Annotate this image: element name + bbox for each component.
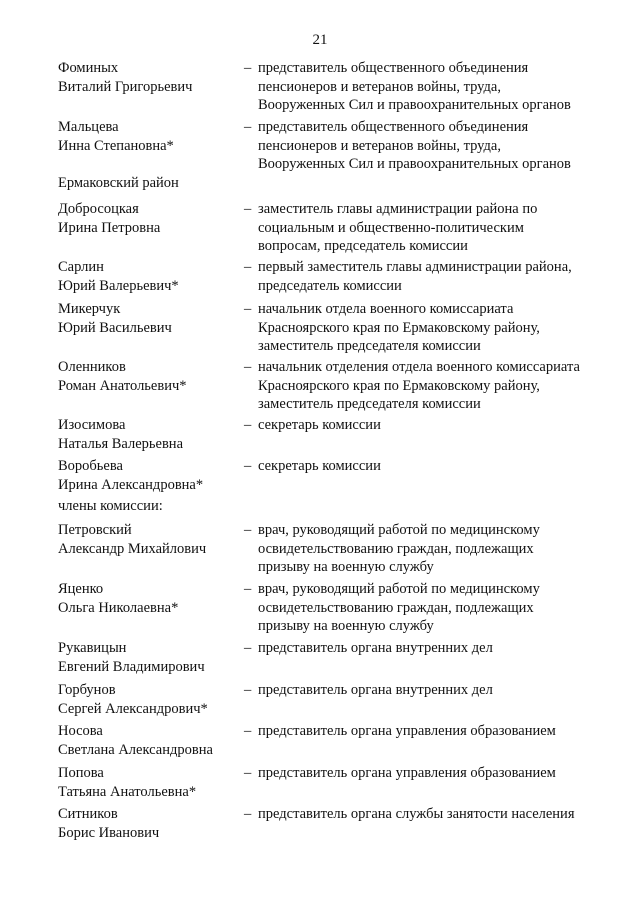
member-name: [58, 681, 243, 718]
role-text: [258, 580, 614, 636]
member-name-line: Сергей Александрович*: [58, 700, 208, 717]
role-text: [258, 358, 614, 414]
page-number: 21: [312, 32, 328, 48]
role-text: [258, 764, 614, 783]
member-role: [244, 764, 614, 783]
member-role: [244, 580, 614, 636]
role-dash: –: [244, 723, 252, 739]
member-name-line: Александр Михайлович: [58, 540, 207, 557]
role-text: [258, 59, 614, 115]
role-text: [258, 681, 614, 700]
role-text: [258, 416, 614, 435]
member-role: [244, 59, 614, 115]
member-name-line: Яценко: [58, 581, 104, 597]
member-name-line: Роман Анатольевич*: [58, 377, 187, 394]
member-name: [58, 416, 243, 453]
member-name: [58, 200, 243, 237]
role-dash: –: [244, 417, 252, 433]
member-name-line: Рукавицын: [58, 640, 127, 656]
member-role: [244, 118, 614, 174]
role-text: [258, 722, 614, 741]
member-name: [58, 639, 243, 676]
role-line: представитель органа управления образованием: [258, 765, 556, 781]
role-line: председатель комиссии: [258, 277, 402, 294]
role-dash: –: [244, 201, 252, 217]
role-text: [258, 300, 614, 356]
role-dash: –: [244, 682, 252, 698]
member-role: [244, 681, 614, 700]
role-dash: –: [244, 301, 252, 317]
member-name-line: Юрий Валерьевич*: [58, 277, 179, 294]
role-line: начальник отдела военного комиссариата: [258, 301, 514, 317]
member-name-line: Сарлин: [58, 259, 104, 275]
member-role: [244, 258, 614, 295]
role-line: освидетельствованию граждан, подлежащих: [258, 599, 534, 616]
role-line: вопросам, председатель комиссии: [258, 238, 468, 254]
member-name: [58, 722, 243, 759]
member-name-line: Микерчук: [58, 301, 121, 317]
member-name: [58, 764, 243, 801]
role-line: заместитель главы администрации района по: [258, 201, 538, 217]
member-name-line: Фоминых: [58, 60, 119, 76]
role-dash: –: [244, 806, 252, 822]
member-name-line: Мальцева: [58, 119, 119, 135]
role-dash: –: [244, 640, 252, 656]
member-name-line: Оленников: [58, 359, 126, 375]
member-role: [244, 416, 614, 435]
role-dash: –: [244, 765, 252, 781]
member-role: [244, 457, 614, 476]
role-text: [258, 118, 614, 174]
member-name: [58, 521, 243, 558]
role-line: заместитель председателя комиссии: [258, 338, 481, 354]
member-name-line: Петровский: [58, 522, 132, 538]
role-dash: –: [244, 259, 252, 275]
role-line: пенсионеров и ветеранов войны, труда,: [258, 78, 501, 95]
role-dash: –: [244, 458, 252, 474]
role-line: освидетельствованию граждан, подлежащих: [258, 540, 534, 557]
member-role: [244, 358, 614, 414]
member-name-line: Горбунов: [58, 682, 116, 698]
role-line: призыву на военную службу: [258, 618, 434, 634]
member-name: [58, 258, 243, 295]
member-role: [244, 805, 614, 824]
role-dash: –: [244, 522, 252, 538]
role-line: врач, руководящий работой по медицинскому: [258, 581, 540, 597]
member-name-line: Светлана Александровна: [58, 741, 213, 758]
role-text: [258, 805, 614, 824]
member-name-line: Виталий Григорьевич: [58, 78, 193, 95]
role-line: заместитель председателя комиссии: [258, 396, 481, 412]
role-line: начальник отделения отдела военного комиссариата: [258, 359, 580, 375]
role-text: [258, 200, 614, 256]
member-name-line: Добросоцкая: [58, 201, 139, 217]
role-line: представитель общественного объединения: [258, 60, 529, 76]
member-role: [244, 639, 614, 658]
member-role: [244, 722, 614, 741]
role-line: Красноярского края по Ермаковскому району,: [258, 377, 540, 394]
role-line: секретарь комиссии: [258, 458, 381, 474]
member-name-line: Ирина Петровна: [58, 219, 161, 236]
role-dash: –: [244, 581, 252, 597]
role-line: представитель органа внутренних дел: [258, 682, 493, 698]
role-line: призыву на военную службу: [258, 559, 434, 575]
member-name-line: Изосимова: [58, 417, 126, 433]
member-name-line: Евгений Владимирович: [58, 658, 205, 675]
role-line: Красноярского края по Ермаковскому району,: [258, 319, 540, 336]
role-line: представитель общественного объединения: [258, 119, 529, 135]
member-name: [58, 358, 243, 395]
district-heading: Ермаковский район: [58, 175, 179, 191]
role-line: врач, руководящий работой по медицинскому: [258, 522, 540, 538]
member-name-line: Борис Иванович: [58, 824, 160, 841]
member-name: [58, 300, 243, 337]
member-name-line: Ситников: [58, 806, 118, 822]
role-dash: –: [244, 359, 252, 375]
member-name-line: Ольга Николаевна*: [58, 599, 179, 616]
member-role: [244, 300, 614, 356]
member-name-line: Наталья Валерьевна: [58, 435, 183, 452]
role-dash: –: [244, 119, 252, 135]
role-line: первый заместитель главы администрации района,: [258, 259, 572, 275]
member-name-line: Татьяна Анатольевна*: [58, 783, 197, 800]
member-name: [58, 59, 243, 96]
member-name-line: Попова: [58, 765, 104, 781]
member-role: [244, 200, 614, 256]
member-name-line: Юрий Васильевич: [58, 319, 172, 336]
role-line: представитель органа управления образованием: [258, 723, 556, 739]
role-text: [258, 457, 614, 476]
members-heading: члены комиссии:: [58, 498, 163, 514]
member-role: [244, 521, 614, 577]
role-line: социальным и общественно-политическим: [258, 219, 524, 236]
member-name: [58, 118, 243, 155]
role-line: пенсионеров и ветеранов войны, труда,: [258, 137, 501, 154]
role-text: [258, 521, 614, 577]
member-name-line: Воробьева: [58, 458, 123, 474]
role-dash: –: [244, 60, 252, 76]
member-name-line: Инна Степановна*: [58, 137, 174, 154]
role-text: [258, 258, 614, 295]
role-line: Вооруженных Сил и правоохранительных органов: [258, 156, 571, 172]
role-line: представитель органа внутренних дел: [258, 640, 493, 656]
member-name: [58, 805, 243, 842]
member-name-line: Носова: [58, 723, 103, 739]
role-line: Вооруженных Сил и правоохранительных органов: [258, 97, 571, 113]
member-name: [58, 580, 243, 617]
role-line: секретарь комиссии: [258, 417, 381, 433]
member-name: [58, 457, 243, 494]
role-line: представитель органа службы занятости населения: [258, 806, 575, 822]
member-name-line: Ирина Александровна*: [58, 476, 204, 493]
role-text: [258, 639, 614, 658]
